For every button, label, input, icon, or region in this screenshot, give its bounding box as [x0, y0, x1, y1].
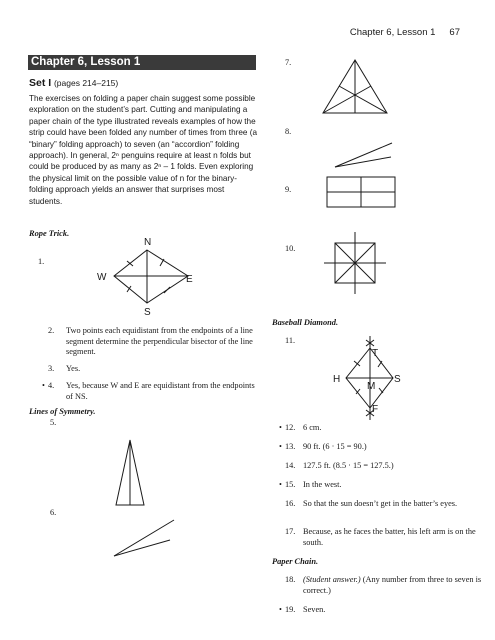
item-17 — [285, 527, 485, 551]
page-number: 67 — [449, 27, 460, 38]
item-16-number: 16. — [285, 499, 296, 508]
item-13-text: 90 ft. (6 · 15 = 90.) — [303, 442, 367, 451]
item-3-text: Yes. — [66, 364, 81, 373]
item-19-bullet: • — [279, 605, 282, 614]
item-14-text: 127.5 ft. (8.5 · 15 = 127.5.) — [303, 461, 394, 470]
item-9-number: 9. — [285, 185, 292, 194]
item-15-text: In the west. — [303, 480, 342, 489]
item-12-text: 6 cm. — [303, 423, 322, 432]
item-14-number: 14. — [285, 461, 296, 470]
item-15 — [279, 480, 485, 492]
item-18-text-wrap — [303, 575, 485, 596]
item-12 — [279, 423, 485, 435]
item-7-number: 7. — [285, 58, 292, 67]
item-8-number: 8. — [285, 127, 292, 136]
item-6-number: 6. — [50, 508, 57, 517]
item-11-number: 11. — [285, 336, 296, 345]
item-19-text: Seven. — [303, 605, 326, 614]
item-13-bullet: • — [279, 442, 282, 451]
item-4-text: Yes, because W and E are equidistant from the endpoints of NS. — [66, 381, 255, 401]
set-pages: (pages 214–215) — [53, 78, 119, 88]
item-16 — [285, 499, 485, 523]
point-label-t: T — [372, 348, 379, 359]
point-label-e: E — [186, 274, 193, 285]
item-19 — [279, 605, 485, 617]
item-3-number: 3. — [48, 364, 55, 373]
item-4-bullet: • — [42, 381, 45, 390]
item-2-text: Two points each equidistant from the endpoints of a line segment determine the perpendicular bisector of the line segment. — [66, 326, 253, 357]
section-title-rope-trick: Rope Trick. — [29, 229, 70, 238]
item-5-number: 5. — [50, 418, 57, 427]
point-label-w: W — [97, 272, 107, 283]
item-13-number: 13. — [285, 442, 296, 451]
item-18-answer-label: (Student answer.) — [303, 575, 361, 584]
item-4-number: 4. — [48, 381, 55, 390]
item-18-text: (Any number from three to seven is correct.) — [303, 575, 482, 595]
point-label-m: M — [367, 381, 376, 392]
item-2-number: 2. — [48, 326, 55, 335]
point-label-f: F — [372, 404, 379, 415]
item-16-text: So that the sun doesn’t get in the batter’s eyes. — [303, 499, 458, 508]
set-label: Set I — [29, 77, 52, 89]
item-1-number: 1. — [38, 257, 45, 266]
item-12-bullet: • — [279, 423, 282, 432]
item-12-number: 12. — [285, 423, 296, 432]
intro-paragraph: The exercises on folding a paper chain suggest some possible exploration on the student’s part. Cutting and manipulating a paper chain of the type illustrated reveals examples of how the strip could have been folded any number of times from three (a “binary” folding approach) to seven (an “accordion” folding approach). In general, 2ⁿ penguins require at least n folds but could be produced by as many as 2ⁿ – 1 folds. Even exploring the physical limit on the possible value of n for the binary-folding approach yields an answer that surprises most students. — [29, 94, 258, 206]
item-17-text: Because, as he faces the batter, his left arm is on the south. — [303, 527, 476, 547]
section-title-paper-chain: Paper Chain. — [272, 557, 319, 566]
item-15-bullet: • — [279, 480, 282, 489]
item-18 — [285, 575, 485, 599]
item-15-number: 15. — [285, 480, 296, 489]
item-10-number: 10. — [285, 244, 296, 253]
item-18-number: 18. — [285, 575, 296, 584]
chapter-title: Chapter 6, Lesson 1 — [28, 55, 256, 70]
section-title-baseball-diamond: Baseball Diamond. — [272, 318, 339, 327]
item-19-number: 19. — [285, 605, 296, 614]
point-label-h: H — [333, 374, 341, 385]
point-label-s2: S — [394, 374, 401, 385]
header-chapter: Chapter 6, Lesson 1 — [349, 27, 436, 38]
point-label-s: S — [144, 307, 151, 318]
section-title-lines-of-symmetry: Lines of Symmetry. — [29, 407, 96, 416]
point-label-n: N — [144, 237, 152, 248]
item-14 — [285, 461, 485, 473]
item-13 — [279, 442, 485, 454]
item-17-number: 17. — [285, 527, 296, 536]
